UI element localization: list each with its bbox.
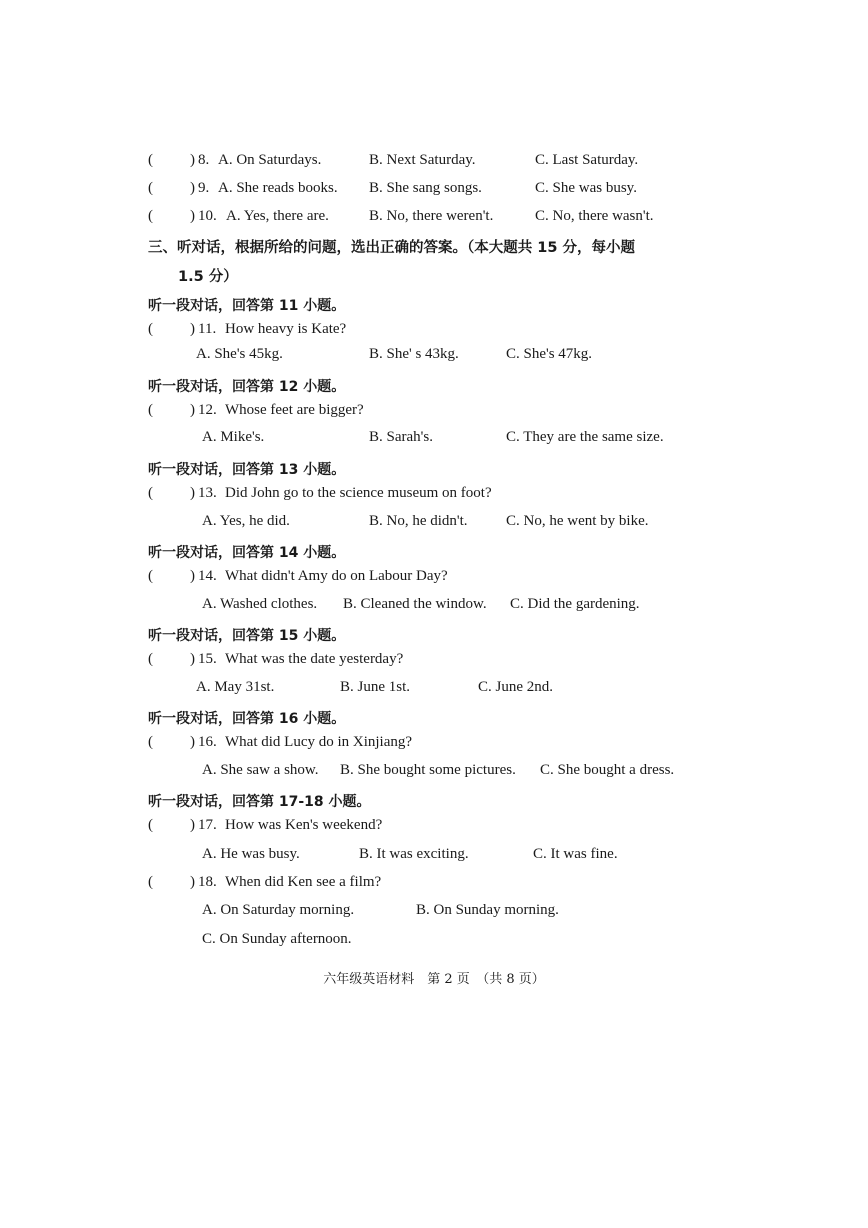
dialog-intro-11: 听一段对话，回答第 11 小题。 xyxy=(148,298,346,314)
question-text: How was Ken's weekend? xyxy=(225,817,383,833)
section-3-title-cont: 1.5 分） xyxy=(178,269,238,285)
options-15 xyxy=(0,679,868,705)
dialog-intro-13: 听一段对话，回答第 13 小题。 xyxy=(148,462,346,478)
options-12 xyxy=(0,429,868,455)
option-c: C. No, there wasn't. xyxy=(535,208,654,224)
question-12: ( ) 12. Whose feet are bigger? xyxy=(148,402,364,418)
page-footer: 六年级英语材料 第 2 页 （共 8 页） xyxy=(323,972,545,987)
option-b: B. June 1st. xyxy=(340,679,411,695)
question-18: ( ) 18. When did Ken see a film? xyxy=(148,874,382,890)
options-17 xyxy=(0,846,868,872)
option-a: A. She's 45kg. xyxy=(196,346,283,362)
question-17: ( ) 17. How was Ken's weekend? xyxy=(148,817,383,833)
option-b: B. No, there weren't. xyxy=(369,208,494,224)
section-3-title: 三、听对话，根据所给的问题，选出正确的答案。（本大题共 15 分，每小题 xyxy=(148,240,636,256)
question-number: 13. xyxy=(198,485,217,501)
option-a: A. She saw a show. xyxy=(202,762,319,778)
question-11: ( ) 11. How heavy is Kate? xyxy=(148,321,347,337)
question-text: What did Lucy do in Xinjiang? xyxy=(225,734,413,750)
option-a: A. He was busy. xyxy=(202,846,300,862)
dialog-intro-17-18: 听一段对话，回答第 17-18 小题。 xyxy=(148,794,371,810)
option-a: A. Mike's. xyxy=(202,429,265,445)
question-14: ( ) 14. What didn't Amy do on Labour Day? xyxy=(148,568,448,584)
option-c: C. Last Saturday. xyxy=(535,152,639,168)
option-b: B. No, he didn't. xyxy=(369,513,468,529)
options-11 xyxy=(0,346,868,372)
question-text: What didn't Amy do on Labour Day? xyxy=(225,568,448,584)
option-a: A. Washed clothes. xyxy=(202,596,318,612)
question-number: 10. xyxy=(198,208,217,224)
option-a: A. Yes, there are. xyxy=(226,208,329,224)
question-text: Whose feet are bigger? xyxy=(225,402,364,418)
question-number: 12. xyxy=(198,402,217,418)
question-text: When did Ken see a film? xyxy=(225,874,382,890)
question-text: What was the date yesterday? xyxy=(225,651,404,667)
option-a: A. On Saturday morning. xyxy=(202,902,355,918)
question-10: ( ) 10. A. Yes, there are. B. No, there weren't. C. No, there wasn't. xyxy=(148,208,654,224)
option-a: A. She reads books. xyxy=(218,180,338,196)
option-c: C. No, he went by bike. xyxy=(506,513,649,529)
option-b: B. Sarah's. xyxy=(369,429,433,445)
options-16 xyxy=(0,762,868,788)
question-number: 18. xyxy=(198,874,217,890)
option-b: B. Cleaned the window. xyxy=(343,596,487,612)
option-c: C. She was busy. xyxy=(535,180,637,196)
question-13: ( ) 13. Did John go to the science museum on foot? xyxy=(148,485,492,501)
option-a: A. On Saturdays. xyxy=(218,152,322,168)
dialog-intro-12: 听一段对话，回答第 12 小题。 xyxy=(148,379,346,395)
question-15: ( ) 15. What was the date yesterday? xyxy=(148,651,404,667)
options-18-cont xyxy=(0,931,868,957)
question-9: ( ) 9. A. She reads books. B. She sang songs. C. She was busy. xyxy=(148,180,637,196)
option-b: B. She bought some pictures. xyxy=(340,762,516,778)
question-number: 9. xyxy=(198,180,210,196)
question-16: ( ) 16. What did Lucy do in Xinjiang? xyxy=(148,734,413,750)
options-18 xyxy=(0,902,868,928)
option-b: B. On Sunday morning. xyxy=(416,902,559,918)
question-number: 17. xyxy=(198,817,217,833)
option-b: B. She sang songs. xyxy=(369,180,482,196)
options-13 xyxy=(0,513,868,539)
question-8: ( ) 8. A. On Saturdays. B. Next Saturday. C. Last Saturday. xyxy=(148,152,639,168)
option-a: A. Yes, he did. xyxy=(202,513,290,529)
option-c: C. It was fine. xyxy=(533,846,618,862)
option-c: C. June 2nd. xyxy=(478,679,553,695)
question-number: 11. xyxy=(198,321,217,337)
option-c: C. She's 47kg. xyxy=(506,346,593,362)
dialog-intro-16: 听一段对话，回答第 16 小题。 xyxy=(148,711,346,727)
question-number: 15. xyxy=(198,651,217,667)
option-b: B. It was exciting. xyxy=(359,846,469,862)
question-number: 16. xyxy=(198,734,217,750)
question-number: 14. xyxy=(198,568,217,584)
option-a: A. May 31st. xyxy=(196,679,275,695)
dialog-intro-15: 听一段对话，回答第 15 小题。 xyxy=(148,628,346,644)
option-c: C. They are the same size. xyxy=(506,429,664,445)
question-text: How heavy is Kate? xyxy=(225,321,347,337)
option-c: C. On Sunday afternoon. xyxy=(202,931,352,947)
option-b: B. She' s 43kg. xyxy=(369,346,459,362)
question-number: 8. xyxy=(198,152,210,168)
dialog-intro-14: 听一段对话，回答第 14 小题。 xyxy=(148,545,346,561)
option-b: B. Next Saturday. xyxy=(369,152,476,168)
question-text: Did John go to the science museum on foot? xyxy=(225,485,492,501)
option-c: C. She bought a dress. xyxy=(540,762,675,778)
option-c: C. Did the gardening. xyxy=(510,596,640,612)
options-14 xyxy=(0,596,868,622)
